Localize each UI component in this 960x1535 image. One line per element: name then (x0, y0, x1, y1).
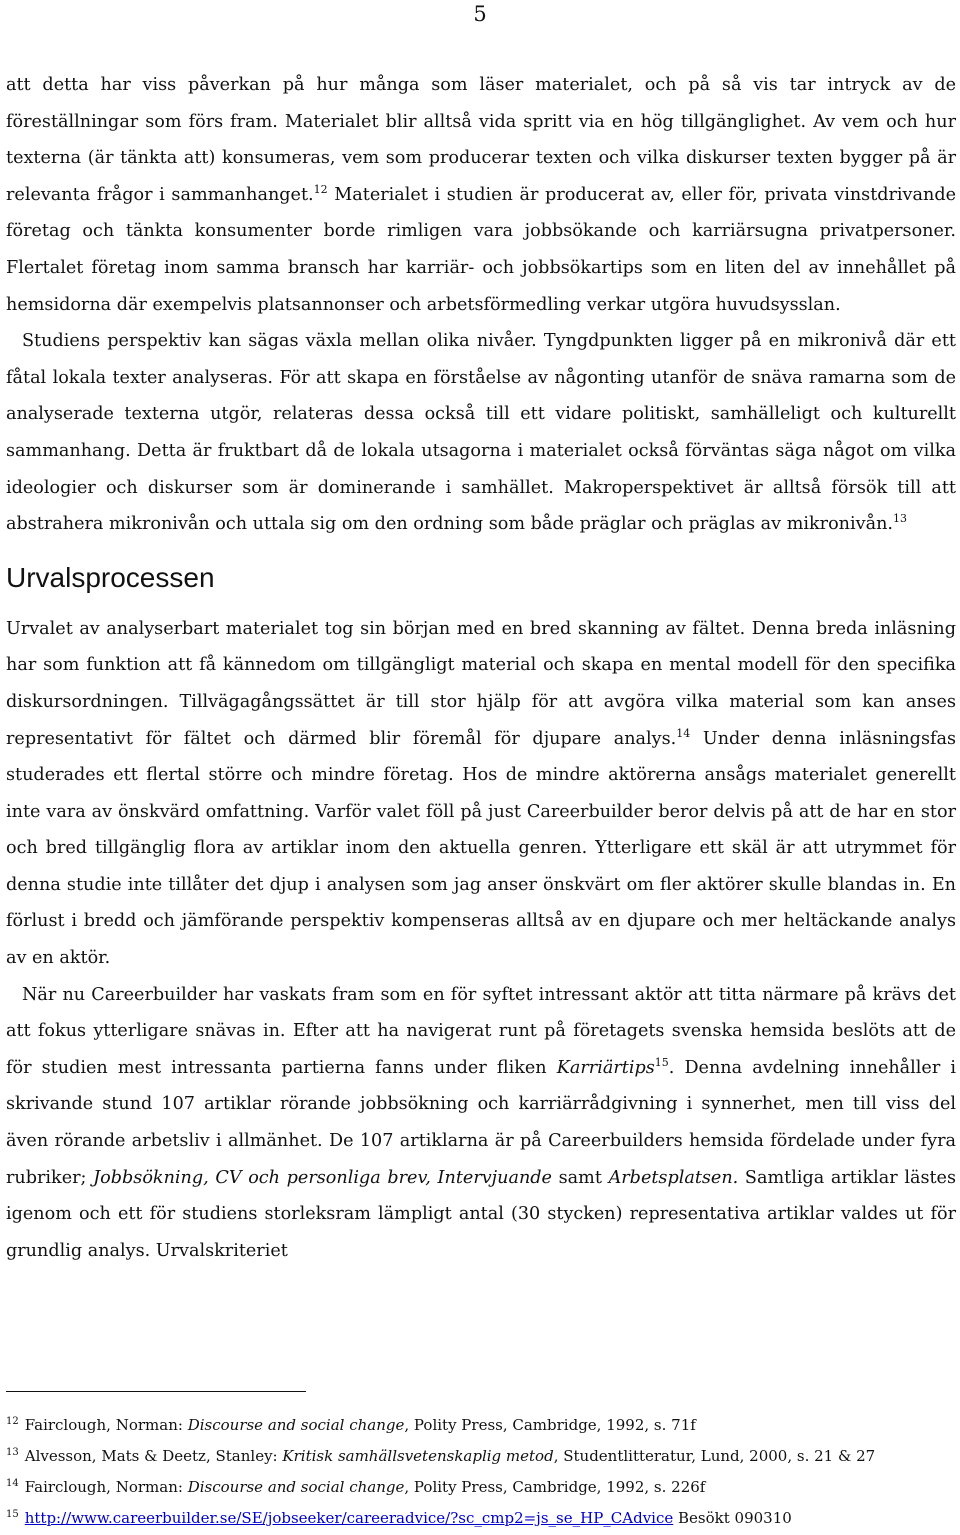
italic-term: Karriärtips (556, 1057, 655, 1078)
footnote-author: Fairclough, Norman: (24, 1416, 188, 1434)
footnote-title: Kritisk samhällsvetenskaplig metod (282, 1447, 554, 1465)
footnote-number: 15 (6, 1509, 19, 1520)
footnote-details: , Studentlitteratur, Lund, 2000, s. 21 & 27 (553, 1447, 876, 1465)
paragraph-text: Materialet i studien är producerat av, eller för, privata vinstdrivande företag och tänkta konsumenter borde rimligen vara jobbsökande och karriärsugna privatpersoner. Flertalet företag inom samma bransch har karriär- och jobbsökartips som en liten del av innehållet på hemsidorna där exempelvis platsannonser och arbetsförmedling verkar utgöra huvudsysslan. (6, 184, 956, 315)
footnote-details: , Polity Press, Cambridge, 1992, s. 71f (404, 1416, 696, 1434)
footnote-details: Besökt 090310 (673, 1509, 792, 1527)
footnote-number: 13 (6, 1447, 19, 1458)
paragraph-2 (6, 323, 956, 543)
footnote-details: , Polity Press, Cambridge, 1992, s. 226f (404, 1478, 706, 1496)
careerbuilder-link[interactable]: http://www.careerbuilder.se/SE/jobseeker/careeradvice/?sc_cmp2=js_se_HP_CAdvice (24, 1509, 674, 1527)
footnote-ref-15[interactable]: 15 (654, 1055, 669, 1069)
footnote-divider (6, 1391, 306, 1392)
paragraph-text: Samtliga artiklar lästes igenom och ett för studiens storleksram lämpligt antal (30 stycken) representativa artiklar valdes ut för grundlig analys. Urvalskriteriet (6, 1167, 956, 1261)
body-text (6, 67, 956, 1269)
paragraph-text: att detta har viss påverkan på hur många som läser materialet, och på så vis tar intryck av de föreställningar som förs fram. Materialet blir alltså vida spritt via en hög tillgänglighet. Av vem och hur texterna (är tänkta att) konsumeras, vem som producerar texten och vilka diskurser texten bygger på är relevanta frågor i sammanhanget. (6, 75, 956, 205)
footnote-12 (6, 1410, 956, 1441)
footnote-author: Fairclough, Norman: (24, 1478, 188, 1496)
paragraph-3 (6, 611, 956, 977)
footnote-title: Discourse and social change (187, 1416, 405, 1434)
footnote-ref-14[interactable]: 14 (676, 726, 691, 740)
page-number: 5 (473, 2, 487, 26)
paragraph-text: . Denna avdelning innehåller i skrivande stund 107 artiklar rörande jobbsökning och karriärrådgivning i synnerhet, men till viss del även rörande arbetsliv i allmänhet. De 107 artiklarna är på Careerbuilders hemsida fördelade under fyra rubriker; (6, 1057, 956, 1188)
footnote-14 (6, 1472, 956, 1503)
paragraph-text: Studiens perspektiv kan sägas växla mellan olika nivåer. Tyngdpunkten ligger på en mikronivå där ett fåtal lokala texter analyseras. För att skapa en förståelse av någonting utanför de snäva ramarna som de analyserade texterna utgör, relateras dessa också till ett vidare politiskt, samhälleligt och kulturellt sammanhang. Detta är fruktbart då de lokala utsagorna i materialet också förväntas säga något om vilka ideologier och diskurser som är dominerande i samhället. Makroperspektivet är alltså försök till att abstrahera mikronivån och uttala sig om den ordning som både präglar och präglas av mikronivån. (6, 331, 956, 535)
footnote-ref-13[interactable]: 13 (893, 512, 907, 526)
footnote-13 (6, 1441, 956, 1472)
footnote-ref-12[interactable]: 12 (313, 182, 328, 196)
paragraph-text: Under denna inläsningsfas studerades ett flertal större och mindre företag. Hos de mindre aktörerna ansågs materialet generellt inte vara av önskvärd omfattning. Varför valet föll på just Careerbuilder beror delvis på att de har en stor och bred tillgänglig flora av artiklar inom den aktuella genren. Ytterligare ett skäl är att utrymmet för denna studie inte tillåter det djup i analysen som jag anser önskvärt om fler aktörer skulle blandas in. En förlust i bredd och jämförande perspektiv kompenseras alltså av en djupare och mer heltäckande analys av en aktör. (6, 728, 956, 969)
italic-term: Jobbsökning, CV och personliga brev, Intervjuande (93, 1167, 552, 1188)
footnote-number: 12 (6, 1416, 19, 1427)
paragraph-text: Urvalet av analyserbart materialet tog sin början med en bred skanning av fältet. Denna breda inläsning har som funktion att få kännedom om tillgängligt material och skapa en mental modell för den specifika diskursordningen. Tillvägagångssättet är till stor hjälp för att avgöra vilka material som kan anses representativt för fältet och därmed blir föremål för djupare analys. (6, 618, 956, 749)
footnote-title: Discourse and social change (187, 1478, 405, 1496)
paragraph-1 (6, 67, 956, 323)
footnote-author: Alvesson, Mats & Deetz, Stanley: (24, 1447, 283, 1465)
paragraph-text: samt (551, 1167, 609, 1188)
section-heading: Urvalsprocessen (6, 561, 215, 593)
footnotes (6, 1410, 956, 1534)
footnote-number: 14 (6, 1478, 19, 1489)
paragraph-4 (6, 977, 956, 1270)
footnote-15 (6, 1503, 956, 1534)
paragraph-text: När nu Careerbuilder har vaskats fram som en för syftet intressant aktör att titta närmare på krävs det att fokus ytterligare snävas in. Efter att ha navigerat runt på företagets svenska hemsida beslöts att de för studien mest intressanta partierna fanns under fliken (6, 984, 956, 1078)
italic-term: Arbetsplatsen. (608, 1167, 739, 1188)
